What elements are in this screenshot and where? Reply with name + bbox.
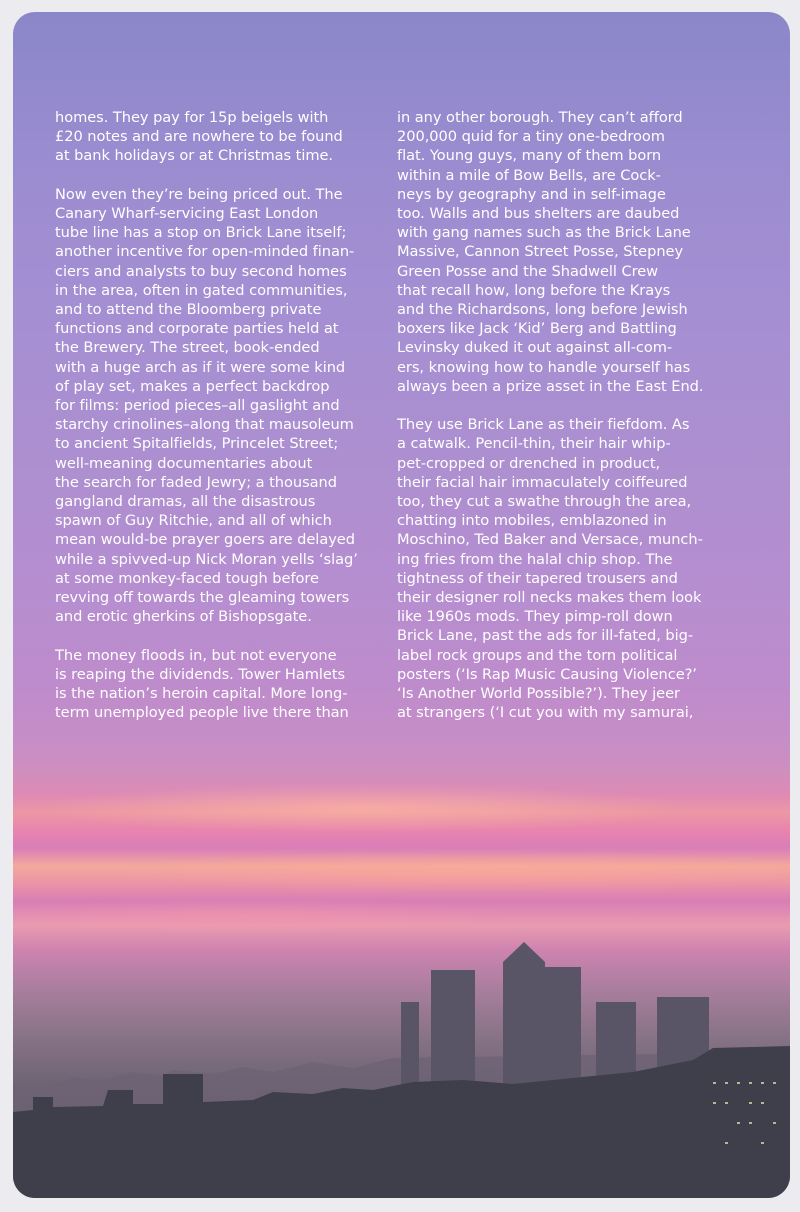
paragraph: The money floods in, but not everyone is reaping the dividends. Tower Hamlets is the nation’s heroin capital. More long- term unemployed people live there than <box>55 646 349 722</box>
article-column-right <box>397 108 737 722</box>
paragraph: Now even they’re being priced out. The Canary Wharf-servicing East London tube line has a stop on Brick Lane itself; another incentive for open-minded finan- ciers and analysts to buy second homes in the area, often in gated communities, and to attend the Bloomberg private functions and corporate parties held at the Brewery. The street, book-ended with a huge arch as if it were some kind of play set, makes a perfect backdrop for films: period pieces–all gaslight and starchy crinolines–along that mausoleum to ancient Spitalfields, Princelet Street; well-meaning documentaries about the search for faded Jewry; a thousand gangland dramas, all the disastrous spawn of Guy Ritchie, and all of which mean would-be prayer goers are delayed while a spivved-up Nick Moran yells ‘slag’ at some monkey-faced tough before revving off towards the gleaming towers and erotic gherkins of Bishopsgate. <box>55 185 358 626</box>
paragraph: They use Brick Lane as their fiefdom. As a catwalk. Pencil-thin, their hair whip- pet-cropped or drenched in product, their facial hair immaculately coiffeured too, they cut a swathe through the area, chatting into mobiles, emblazoned in Moschino, Ted Baker and Versace, munch- ing fries from the halal chip shop. The tightness of their tapered trousers and their designer roll necks makes them look like 1960s mods. They pimp-roll down Brick Lane, past the ads for ill-fated, big- label rock groups and the torn political posters (‘Is Rap Music Causing Violence?’ ‘Is Another World Possible?’). They jeer at strangers (‘I cut you with my samurai, <box>397 416 703 722</box>
paragraph: homes. They pay for 15p beigels with £20 notes and are nowhere to be found at bank holidays or at Christmas time. <box>55 109 343 165</box>
article-column-left <box>55 108 385 722</box>
paragraph: in any other borough. They can’t afford 200,000 quid for a tiny one-bedroom flat. Young guys, many of them born within a mile of Bow Bells, are Cock- neys by geography and in self-image too. Walls and bus shelters are daubed with gang names such as the Brick Lane Massive, Cannon Street Posse, Stepney Green Posse and the Shadwell Crew that recall how, long before the Krays and the Richardsons, long before Jewish boxers like Jack ‘Kid’ Berg and Battling Levinsky duked it out against all-com- ers, knowing how to handle yourself has always been a prize asset in the East End. <box>397 109 704 395</box>
magazine-page <box>13 12 790 1198</box>
